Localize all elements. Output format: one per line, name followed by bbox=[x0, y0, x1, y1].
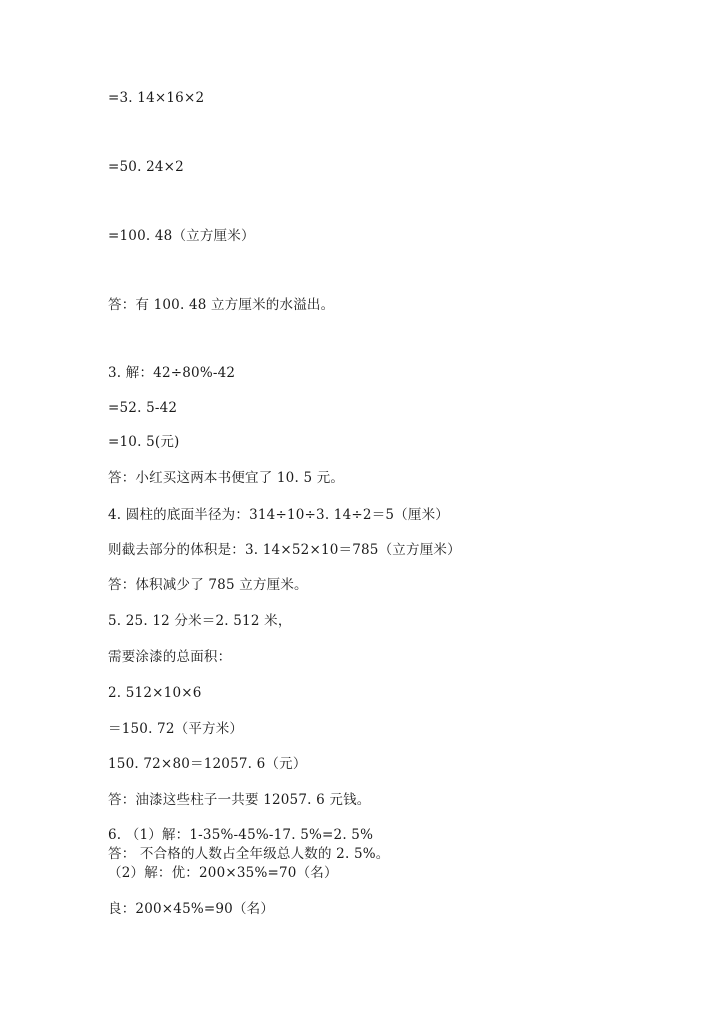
calc-line-5: =10. 5(元) bbox=[108, 434, 180, 450]
problem-4-heading: 4. 圆柱的底面半径为：314÷10÷3. 14÷2＝5（厘米） bbox=[108, 507, 449, 523]
problem-6-heading: 6. （1）解：1-35%-45%-17. 5%=2. 5% bbox=[108, 827, 374, 843]
answer-line-6: 答： 不合格的人数占全年级总人数的 2. 5%。 bbox=[108, 846, 390, 862]
answer-line-4: 答：体积减少了 785 立方厘米。 bbox=[108, 577, 308, 593]
calc-line-8: ＝150. 72（平方米） bbox=[108, 721, 244, 737]
answer-line-5: 答：油漆这些柱子一共要 12057. 6 元钱。 bbox=[108, 792, 371, 808]
calc-line-7: 2. 512×10×6 bbox=[108, 685, 202, 701]
calc-line-6: 则截去部分的体积是：3. 14×52×10＝785（立方厘米） bbox=[108, 542, 461, 558]
calc-line-4: =52. 5-42 bbox=[108, 400, 178, 416]
problem-3-heading: 3. 解：42÷80%-42 bbox=[108, 365, 236, 381]
calc-line-2: =50. 24×2 bbox=[108, 159, 184, 175]
problem-5-heading: 5. 25. 12 分米＝2. 512 米， bbox=[108, 613, 292, 629]
calc-line-3: =100. 48（立方厘米） bbox=[108, 228, 255, 244]
calc-line-1: =3. 14×16×2 bbox=[108, 90, 205, 106]
calc-line-10: 良：200×45%=90（名） bbox=[108, 901, 275, 917]
answer-line-3: 答：小红买这两本书便宜了 10. 5 元。 bbox=[108, 470, 345, 486]
answer-line-2: 答：有 100. 48 立方厘米的水溢出。 bbox=[108, 297, 335, 313]
calc-line-9: 150. 72×80＝12057. 6（元） bbox=[108, 756, 307, 772]
text-line-1: 需要涂漆的总面积： bbox=[108, 649, 232, 665]
sub-problem-2: （2）解：优：200×35%=70（名） bbox=[108, 865, 338, 881]
